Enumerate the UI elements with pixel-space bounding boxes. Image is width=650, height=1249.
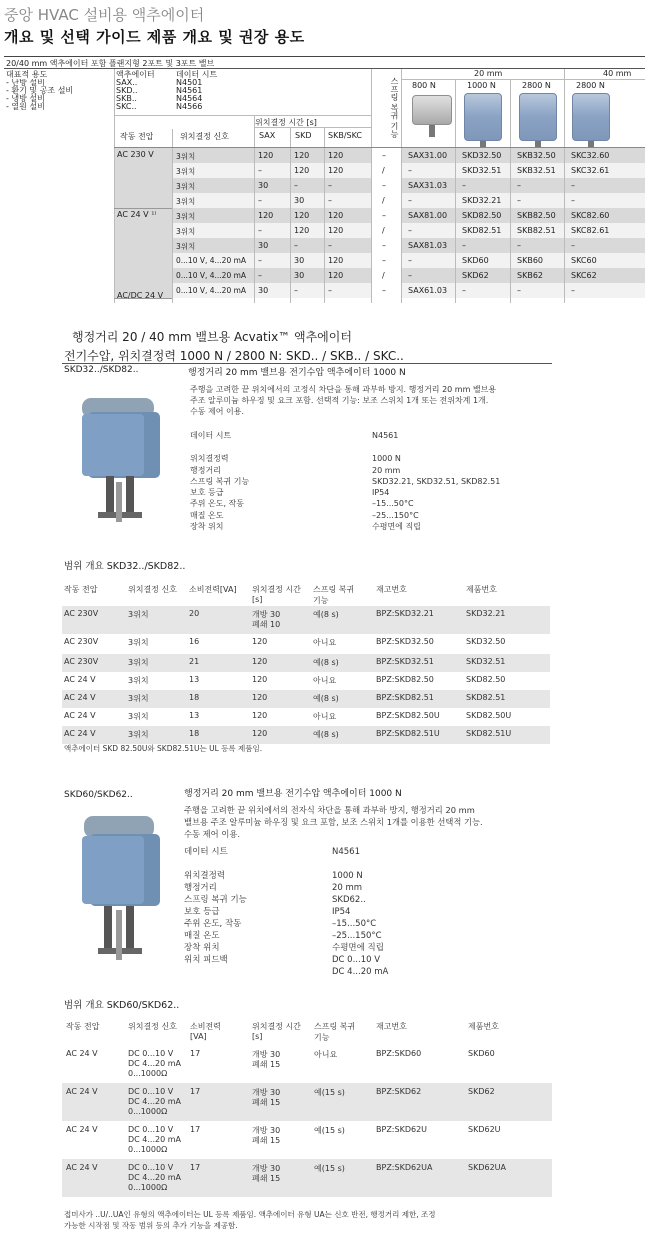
skd32-row-signal: 3위치: [128, 730, 149, 739]
actuator-list: SAX.. SKD.. SKB.. SKC..: [116, 79, 138, 111]
skd32-row-time-close: 폐쇄 10: [252, 620, 281, 629]
skd32-row-va: 13: [189, 675, 200, 684]
skd32-row-time: 120: [252, 693, 268, 702]
sel-row-skd: 120: [294, 151, 310, 160]
skd32-row-spring: 아니요: [313, 712, 337, 721]
stroke-20: 20 mm: [474, 69, 503, 78]
skd32-row-volt: AC 24 V: [64, 729, 96, 738]
skd32-row-signal: 3위치: [128, 676, 149, 685]
skd60-row-spring: 예(15 s): [314, 1088, 345, 1097]
sel-row-sax-code: –: [408, 271, 412, 280]
sel-row-skbc: 120: [328, 151, 344, 160]
skd32-col-time: 위치결정 시간: [252, 585, 301, 594]
sel-row-skc-code: –: [571, 286, 575, 295]
sel-row-signal: 3위치: [176, 242, 196, 251]
sel-row-skc-code: SKC82.60: [571, 211, 610, 220]
skd32-rule: [62, 363, 552, 364]
sel-row-skb-code: –: [517, 241, 521, 250]
sel-row-sax: 120: [258, 151, 274, 160]
selection-table: [4, 56, 645, 302]
sel-row-skbc: 120: [328, 226, 344, 235]
skd60-row-spring: 예(15 s): [314, 1126, 345, 1135]
sel-row-spring: /: [382, 196, 385, 205]
skd32-note: 액추에이터 SKD 82.50U와 SKD82.51U는 UL 등록 제품임.: [64, 744, 263, 753]
sel-row-skc-code: SKC32.60: [571, 151, 610, 160]
sel-row-skd-code: –: [462, 241, 466, 250]
sel-row-sax: –: [258, 271, 262, 280]
sel-row-skd-code: SKD32.50: [462, 151, 502, 160]
skd32-row-signal: 3위치: [128, 694, 149, 703]
sel-row-skd-code: –: [462, 181, 466, 190]
skd32-row-va: 16: [189, 637, 200, 646]
sel-row-skc-code: SKC60: [571, 256, 597, 265]
sel-row-signal: 3위치: [176, 227, 196, 236]
skd60-col-time: 위치결정 시간: [252, 1022, 301, 1031]
skd60-col-signal: 위치결정 신호: [128, 1022, 177, 1031]
col-sax: SAX: [259, 131, 276, 140]
skd60-col-va: 소비전력: [190, 1022, 221, 1031]
skd32-row-volt: AC 24 V: [64, 675, 96, 684]
skd60-row-time-close: 폐쇄 15: [252, 1098, 281, 1107]
sel-row-sax-code: –: [408, 256, 412, 265]
skd60-col-prod: 제품번호: [468, 1022, 499, 1031]
skd32-row-time: 120: [252, 675, 268, 684]
force-skd: 1000 N: [467, 81, 496, 90]
skd60-col-volt: 작동 전압: [66, 1022, 100, 1031]
skd60-row-volt: AC 24 V: [66, 1087, 98, 1096]
skd32-row-prod: SKD82.50U: [466, 711, 512, 720]
skd32-row-spring: 아니요: [313, 638, 337, 647]
sel-row-skc-code: –: [571, 241, 575, 250]
skd32-row-volt: AC 24 V: [64, 693, 96, 702]
sel-row-signal: 0...10 V, 4...20 mA: [176, 271, 247, 280]
force-skb: 2800 N: [522, 81, 551, 90]
skd60-row-time-close: 폐쇄 15: [252, 1060, 281, 1069]
sel-row-skd-code: –: [462, 286, 466, 295]
skd32-spec-values: N4561 1000 N 20 mm SKD32.21, SKD32.51, SKD82.51 IP54 –15...50°C –25...150°C 수평면에 직립: [372, 431, 501, 532]
sel-row-skd-code: SKD32.51: [462, 166, 502, 175]
sel-row-skc-code: –: [571, 181, 575, 190]
skd60-row-signal-1: DC 0...10 V: [128, 1049, 174, 1058]
sel-row-spring: /: [382, 271, 385, 280]
sel-row-skd-code: SKD82.51: [462, 226, 502, 235]
skd32-range-title: 범위 개요 SKD32../SKD82..: [64, 561, 186, 572]
sel-row-skb-code: SKB60: [517, 256, 543, 265]
header-title: 개요 및 선택 가이드 제품 개요 및 권장 용도: [4, 28, 305, 46]
sel-row-skd: –: [294, 181, 298, 190]
skd32-range-table: [62, 584, 550, 754]
sel-row-signal: 3위치: [176, 212, 196, 221]
sel-row-sax-code: SAX31.00: [408, 151, 448, 160]
skd60-row-time-open: 개방 30: [252, 1126, 281, 1135]
skd60-row-time-open: 개방 30: [252, 1088, 281, 1097]
sel-row-sax-code: –: [408, 166, 412, 175]
skd32-row-stock: BPZ:SKD82.51: [376, 693, 434, 702]
selection-caption: 20/40 mm 액추에이터 포함 플랜지형 2포트 및 3포트 밸브: [6, 59, 215, 68]
sel-row-skbc: –: [328, 241, 332, 250]
skd32-row-spring: 예(8 s): [313, 730, 339, 739]
sel-row-sax-code: –: [408, 196, 412, 205]
skd32-row-stock: BPZ:SKD32.51: [376, 657, 434, 666]
sax-actuator-image: [412, 95, 452, 125]
skd60-row-stock: BPZ:SKD62U: [376, 1125, 428, 1134]
skc-actuator-image: [572, 93, 610, 141]
skd60-description: 주행을 고려한 끝 위치에서의 전자식 차단을 통해 과부하 방지, 행정거리 20 mm 밸브용 주조 알루미늄 하우징 및 요크 포함, 보조 스위치 1개를 이용한 선택적 기능. 수동 제어 이용.: [184, 805, 483, 839]
sel-row-skbc: 120: [328, 256, 344, 265]
skd32-col-time-unit: [s]: [252, 595, 263, 604]
skd32-spec-keys: 데이터 시트 위치결정력 행정거리 스프링 복귀 기능 보호 등급 주위 온도, 작동 매질 온도 장착 위치: [190, 431, 250, 532]
skd60-row-prod: SKD62U: [468, 1125, 501, 1134]
skd60-row-signal-1: DC 0...10 V: [128, 1087, 174, 1096]
skd60-row-prod: SKD60: [468, 1049, 495, 1058]
skd32-row-spring: 아니요: [313, 676, 337, 685]
sel-row-sax: –: [258, 256, 262, 265]
sel-row-sax: –: [258, 166, 262, 175]
skd32-col-va: 소비전력[VA]: [189, 585, 237, 594]
sel-row-skd: 30: [294, 256, 305, 265]
sel-row-skd: –: [294, 286, 298, 295]
skd32-col-spring-sub: 기능: [313, 596, 329, 605]
skd60-row-stock: BPZ:SKD62UA: [376, 1163, 433, 1172]
skd32-photo: [68, 392, 170, 528]
skd60-row-volt: AC 24 V: [66, 1125, 98, 1134]
sel-row-skc-code: SKC62: [571, 271, 597, 280]
sel-row-signal: 3위치: [176, 197, 196, 206]
sel-row-skd: 120: [294, 226, 310, 235]
skd60-spec-keys: 데이터 시트 위치결정력 행정거리 스프링 복귀 기능 보호 등급 주위 온도, 작동 매질 온도 장착 위치 위치 피드백: [184, 847, 247, 965]
skd32-row-prod: SKD82.50: [466, 675, 506, 684]
skd60-row-time-open: 개방 30: [252, 1164, 281, 1173]
skd60-col-spring-sub: 기능: [314, 1033, 330, 1042]
sel-row-skd-code: SKD82.50: [462, 211, 502, 220]
sel-row-spring: –: [382, 151, 386, 160]
header-subtitle: 중앙 HVAC 설비용 액추에이터: [4, 6, 205, 24]
sel-row-signal: 3위치: [176, 167, 196, 176]
skd32-row-stock: BPZ:SKD32.21: [376, 609, 434, 618]
skd60-row-time-open: 개방 30: [252, 1050, 281, 1059]
skd60-row-signal-3: 0...1000Ω: [128, 1183, 168, 1192]
sel-row-skbc: 120: [328, 211, 344, 220]
skd60-row-signal-3: 0...1000Ω: [128, 1107, 168, 1116]
skd60-row-prod: SKD62UA: [468, 1163, 506, 1172]
skd60-row-signal-3: 0...1000Ω: [128, 1069, 168, 1078]
skd60-row-signal-3: 0...1000Ω: [128, 1145, 168, 1154]
skd60-row-time-close: 폐쇄 15: [252, 1136, 281, 1145]
skd32-col-prod: 제품번호: [466, 585, 497, 594]
skd32-row-va: 13: [189, 711, 200, 720]
sel-row-sax-code: SAX81.03: [408, 241, 448, 250]
sel-row-spring: –: [382, 211, 386, 220]
skd60-col-stock: 재고번호: [376, 1022, 407, 1031]
skd32-row-prod: SKD32.21: [466, 609, 506, 618]
skd60-col-spring: 스프링 복귀: [314, 1022, 356, 1031]
sel-row-skb-code: SKB82.51: [517, 226, 556, 235]
skd32-row-volt: AC 230V: [64, 637, 99, 646]
sel-row-skd-code: SKD32.21: [462, 196, 502, 205]
skd32-col-stock: 재고번호: [376, 585, 407, 594]
skd32-row-va: 20: [189, 609, 200, 618]
skd32-row-prod: SKD32.50: [466, 637, 506, 646]
sax-actuator-stem: [429, 125, 435, 137]
skd60-row-signal-1: DC 0...10 V: [128, 1163, 174, 1172]
skd60-col-va-unit: [VA]: [190, 1032, 207, 1041]
acvatix-title1: 행정거리 20 / 40 mm 밸브용 Acvatix™ 액추에이터: [72, 330, 352, 344]
skd32-row-spring: 예(8 s): [313, 658, 339, 667]
skd32-row-stock: BPZ:SKD32.50: [376, 637, 434, 646]
skd60-row-va: 17: [190, 1087, 201, 1096]
skd32-row-prod: SKD32.51: [466, 657, 506, 666]
sel-row-sax: –: [258, 226, 262, 235]
sel-row-skd: 120: [294, 166, 310, 175]
skd32-row-spring: 예(8 s): [313, 694, 339, 703]
skd60-row-stock: BPZ:SKD62: [376, 1087, 422, 1096]
skd60-spec-values: N4561 1000 N 20 mm SKD62.. IP54 –15...50°C –25...150°C 수평면에 직립 DC 0...10 V DC 4...20 mA: [332, 847, 389, 977]
skd60-row-stock: BPZ:SKD60: [376, 1049, 422, 1058]
sel-row-skd: 120: [294, 211, 310, 220]
sel-row-skbc: –: [328, 286, 332, 295]
volt-ac230: AC 230 V: [117, 150, 154, 159]
skd32-heading: 행정거리 20 mm 밸브용 전기수압 액추에이터 1000 N: [188, 368, 406, 378]
skd60-actuator-icon: [70, 810, 170, 970]
sel-row-spring: –: [382, 181, 386, 190]
skd60-row-va: 17: [190, 1049, 201, 1058]
sel-row-skb-code: –: [517, 196, 521, 205]
sel-row-signal: 3위치: [176, 152, 196, 161]
skd60-range-title: 범위 개요 SKD60/SKD62..: [64, 1000, 180, 1011]
col-skd: SKD: [295, 131, 312, 140]
skd60-row-volt: AC 24 V: [66, 1163, 98, 1172]
sel-row-spring: –: [382, 286, 386, 295]
skd32-row-time: 개방 30: [252, 610, 281, 619]
col-volt: 작동 전압: [120, 132, 154, 141]
skd32-row-volt: AC 24 V: [64, 711, 96, 720]
sel-row-skb-code: SKB32.50: [517, 151, 556, 160]
skd32-row-va: 18: [189, 693, 200, 702]
skd32-row-time: 120: [252, 729, 268, 738]
sel-row-spring: /: [382, 226, 385, 235]
sel-row-skb-code: SKB62: [517, 271, 543, 280]
sel-row-spring: –: [382, 256, 386, 265]
sel-row-signal: 3위치: [176, 182, 196, 191]
skd32-row-prod: SKD82.51U: [466, 729, 512, 738]
force-skc: 2800 N: [576, 81, 605, 90]
sel-row-spring: –: [382, 241, 386, 250]
skd32-row-time: 120: [252, 711, 268, 720]
sel-row-skbc: 120: [328, 271, 344, 280]
skd32-row-signal: 3위치: [128, 638, 149, 647]
sel-row-sax: 120: [258, 211, 274, 220]
skd60-code: SKD60/SKD62..: [64, 790, 133, 800]
sel-row-skd: 30: [294, 271, 305, 280]
skd32-col-spring: 스프링 복귀: [313, 585, 355, 594]
acvatix-title2: 전기수압, 위치결정력 1000 N / 2800 N: SKD.. / SKB.. / SKC..: [64, 349, 404, 363]
sel-row-skb-code: SKB82.50: [517, 211, 556, 220]
sel-row-skc-code: SKC32.61: [571, 166, 610, 175]
sel-row-skbc: 120: [328, 166, 344, 175]
sel-row-spring: /: [382, 166, 385, 175]
skd60-row-signal-2: DC 4...20 mA: [128, 1097, 181, 1106]
col-signal: 위치결정 신호: [180, 132, 229, 141]
skd32-row-signal: 3위치: [128, 658, 149, 667]
skd32-row-time: 120: [252, 637, 268, 646]
skd32-row-prod: SKD82.51: [466, 693, 506, 702]
sel-row-sax-code: –: [408, 226, 412, 235]
volt-acdc24: AC/DC 24 V: [117, 291, 164, 300]
sel-row-sax-code: SAX61.03: [408, 286, 448, 295]
skd60-photo: [70, 810, 170, 970]
sel-row-sax: 30: [258, 241, 269, 250]
app-list: - 난방 설비 - 환기 및 공조 설비 - 냉방 설비 - 열원 설비: [6, 79, 74, 111]
datasheet-list: N4501 N4561 N4564 N4566: [176, 79, 203, 111]
skd32-row-signal: 3위치: [128, 610, 149, 619]
sel-row-sax: –: [258, 196, 262, 205]
skd60-row-spring: 아니요: [314, 1050, 338, 1059]
skd32-row-volt: AC 230V: [64, 609, 99, 618]
sel-row-sax-code: SAX31.03: [408, 181, 448, 190]
skd32-row-stock: BPZ:SKD82.50: [376, 675, 434, 684]
sel-row-sax-code: SAX81.00: [408, 211, 448, 220]
sel-row-skb-code: –: [517, 286, 521, 295]
skd60-row-spring: 예(15 s): [314, 1164, 345, 1173]
skd60-heading: 행정거리 20 mm 밸브용 전기수압 액추에이터 1000 N: [184, 789, 402, 799]
skd32-row-volt: AC 230V: [64, 657, 99, 666]
sel-row-skd-code: SKD60: [462, 256, 489, 265]
sel-row-skb-code: –: [517, 181, 521, 190]
skd32-description: 주행을 고려한 끝 위치에서의 고정식 차단을 통해 과부하 방지. 행정거리 20 mm 밸브용 주조 알루미늄 하우징 및 요크 포함. 선택적 기능: 보조 스위치 1개 또는 전위차계 1개. 수동 제어 이용.: [190, 385, 497, 416]
col-skbc: SKB/SKC: [328, 131, 362, 140]
skd32-row-va: 21: [189, 657, 200, 666]
sel-row-skbc: –: [328, 181, 332, 190]
skd32-actuator-icon: [68, 392, 170, 528]
volt-ac24: AC 24 V ¹⁾: [117, 210, 157, 219]
skd60-range-table: [62, 1021, 552, 1201]
skd60-note: 접미사가 ..U/..UA인 유형의 액추에이터는 UL 등록 제품임. 액추에이터 유형 UA는 신호 반전, 행정거리 제한, 조정 가능한 시작점 및 작동 범위 등의 추가 기능을 제공함.: [64, 1210, 436, 1230]
sel-row-skd: –: [294, 241, 298, 250]
sel-row-sax: 30: [258, 286, 269, 295]
skd60-row-prod: SKD62: [468, 1087, 495, 1096]
skd60-row-signal-2: DC 4...20 mA: [128, 1173, 181, 1182]
col-time: 위치결정 시간 [s]: [255, 118, 317, 127]
skd32-code: SKD32../SKD82..: [64, 365, 139, 375]
sel-row-skd-code: SKD62: [462, 271, 489, 280]
stroke-40: 40 mm: [603, 69, 632, 78]
sel-row-skc-code: SKC82.61: [571, 226, 610, 235]
col-datasheet: 데이터 시트: [176, 70, 218, 79]
skd60-row-signal-2: DC 4...20 mA: [128, 1059, 181, 1068]
col-app: 대표적 용도: [6, 70, 48, 79]
skd60-row-volt: AC 24 V: [66, 1049, 98, 1058]
skd32-row-va: 18: [189, 729, 200, 738]
sel-row-skc-code: –: [571, 196, 575, 205]
skd32-col-volt: 작동 전압: [64, 585, 98, 594]
skd32-row-time: 120: [252, 657, 268, 666]
sel-row-signal: 0...10 V, 4...20 mA: [176, 286, 247, 295]
col-spring: 스프링 복귀 기능: [390, 77, 399, 139]
skd60-row-signal-1: DC 0...10 V: [128, 1125, 174, 1134]
skd32-col-signal: 위치결정 신호: [128, 585, 177, 594]
skd32-row-signal: 3위치: [128, 712, 149, 721]
force-sax: 800 N: [412, 81, 436, 90]
skd60-row-signal-2: DC 4...20 mA: [128, 1135, 181, 1144]
sel-row-skb-code: SKB32.51: [517, 166, 556, 175]
skd32-row-spring: 예(8 s): [313, 610, 339, 619]
sel-row-signal: 0...10 V, 4...20 mA: [176, 256, 247, 265]
skd60-row-va: 17: [190, 1125, 201, 1134]
sel-row-skbc: –: [328, 196, 332, 205]
skd60-row-va: 17: [190, 1163, 201, 1172]
sel-row-skd: 30: [294, 196, 305, 205]
skb-actuator-image: [519, 93, 557, 141]
skd60-col-time-unit: [s]: [252, 1032, 263, 1041]
skd32-row-stock: BPZ:SKD82.51U: [376, 729, 440, 738]
col-actuator: 액추에이터: [116, 70, 155, 79]
skd-actuator-image: [464, 93, 502, 141]
skd32-row-stock: BPZ:SKD82.50U: [376, 711, 440, 720]
sel-row-sax: 30: [258, 181, 269, 190]
skd60-row-time-close: 폐쇄 15: [252, 1174, 281, 1183]
